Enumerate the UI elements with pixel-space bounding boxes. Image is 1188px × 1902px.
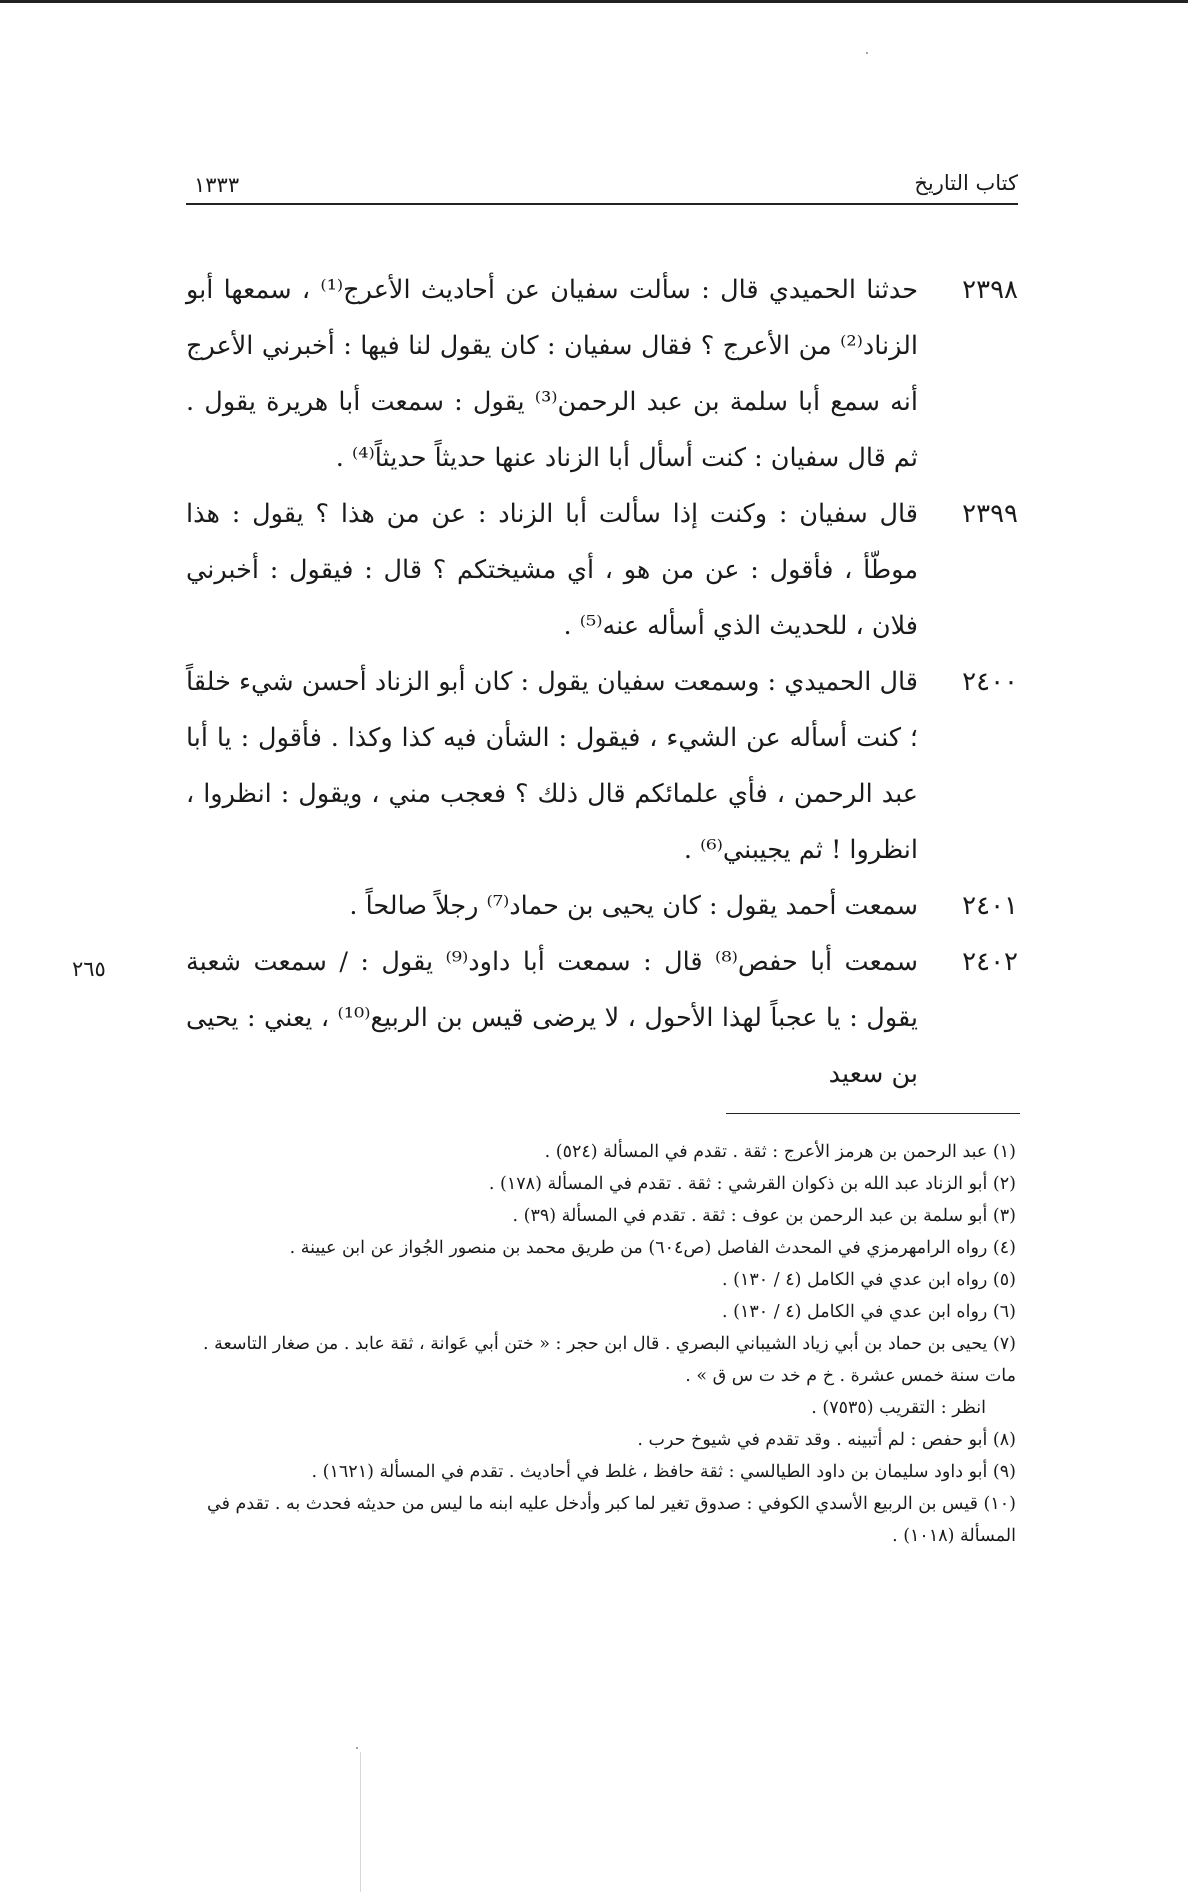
entry — [186, 934, 1018, 1102]
scan-top-border — [0, 0, 1188, 3]
footnote: (٢) أبو الزناد عبد الله بن ذكوان القرشي : ثقة . تقدم في المسألة (١٧٨) . — [488, 1174, 1016, 1194]
footnote: (٥) رواه ابن عدي في الكامل (٤ / ١٣٠) . — [722, 1270, 1016, 1290]
scan-speck — [356, 1747, 358, 1749]
entry — [186, 878, 1018, 934]
page-number: ١٣٣٣ — [194, 173, 240, 197]
footnotes — [186, 1136, 1016, 1552]
main-text — [186, 262, 1018, 1102]
footnote: (٦) رواه ابن عدي في الكامل (٤ / ١٣٠) . — [722, 1302, 1016, 1322]
footnote-separator — [726, 1113, 1020, 1114]
entry-number: ٢٤٠١ — [962, 891, 1018, 921]
entry-number: ٢٣٩٩ — [962, 499, 1018, 529]
entry — [186, 654, 1018, 878]
footnote: (١٠) قيس بن الربيع الأسدي الكوفي : صدوق تغير لما كبر وأدخل عليه ابنه ما ليس من حديثه فحدث به . تقدم في المسألة (١٠١٨) . — [207, 1494, 1016, 1546]
footnote-continuation: انظر : التقريب (٧٥٣٥) . — [811, 1398, 986, 1418]
footnote: (٨) أبو حفص : لم أتبينه . وقد تقدم في شيوخ حرب . — [637, 1430, 1016, 1450]
entry — [186, 486, 1018, 654]
scan-speck — [866, 52, 868, 54]
entry-number: ٢٣٩٨ — [962, 275, 1018, 305]
entry-number: ٢٤٠٢ — [962, 947, 1018, 977]
entry — [186, 262, 1018, 486]
page-header — [186, 165, 1018, 205]
running-title: كتاب التاريخ — [914, 171, 1018, 195]
footnote: (٧) يحيى بن حماد بن أبي زياد الشيباني البصري . قال ابن حجر : « ختن أبي عَوانة ، ثقة عابد . من صغار التاسعة . مات سنة خمس عشرة . خ م خد ت س ق » . — [202, 1334, 1016, 1386]
entry-text: سمعت أحمد يقول : كان يحيى بن حماد⁽⁷⁾ رجلاً صالحاً . — [349, 891, 918, 921]
footnote: (٩) أبو داود سليمان بن داود الطيالسي : ثقة حافظ ، غلط في أحاديث . تقدم في المسألة (١٦٢١) . — [311, 1462, 1016, 1482]
scan-artifact-line — [360, 1752, 361, 1892]
entry-text: سمعت أبا حفص⁽⁸⁾ قال : سمعت أبا داود⁽⁹⁾ يقول : / سمعت شعبة يقول : يا عجباً لهذا الأحول ، لا يرضى قيس بن الربيع⁽¹⁰⁾ ، يعني : يحيى بن سعيد — [186, 947, 919, 1089]
footnote: (٣) أبو سلمة بن عبد الرحمن بن عوف : ثقة . تقدم في المسألة (٣٩) . — [512, 1206, 1016, 1226]
entry-text: قال الحميدي : وسمعت سفيان يقول : كان أبو الزناد أحسن شيء خلقاً ؛ كنت أسأله عن الشيء ، فيقول : الشأن فيه كذا وكذا . فأقول : يا أبا عبد الرحمن ، فأي علمائكم قال ذلك ؟ فعجب مني ، ويقول : انظروا ، انظروا ! ثم يجيبني⁽⁶⁾ . — [186, 667, 918, 865]
entry-text: قال سفيان : وكنت إذا سألت أبا الزناد : عن من هذا ؟ يقول : هذا موطّأ ، فأقول : عن من هو ، أي مشيختكم ؟ قال : فيقول : أخبرني فلان ، للحديث الذي أسأله عنه⁽⁵⁾ . — [186, 499, 918, 641]
entry-text: حدثنا الحميدي قال : سألت سفيان عن أحاديث الأعرج⁽¹⁾ ، سمعها أبو الزناد⁽²⁾ من الأعرج ؟ فقال سفيان : كان يقول لنا فيها : أخبرني الأعرج أنه سمع أبا سلمة بن عبد الرحمن⁽³⁾ يقول : سمعت أبا هريرة يقول . ثم قال سفيان : كنت أسأل أبا الزناد عنها حديثاً حديثاً⁽⁴⁾ . — [186, 275, 918, 473]
footnote: (١) عبد الرحمن بن هرمز الأعرج : ثقة . تقدم في المسألة (٥٢٤) . — [544, 1142, 1016, 1162]
entry-number: ٢٤٠٠ — [962, 667, 1018, 697]
footnote: (٤) رواه الرامهرمزي في المحدث الفاصل (ص٦٠٤) من طريق محمد بن منصور الجُواز عن ابن عيينة . — [289, 1238, 1016, 1258]
margin-page-number: ٢٦٥ — [72, 957, 106, 981]
